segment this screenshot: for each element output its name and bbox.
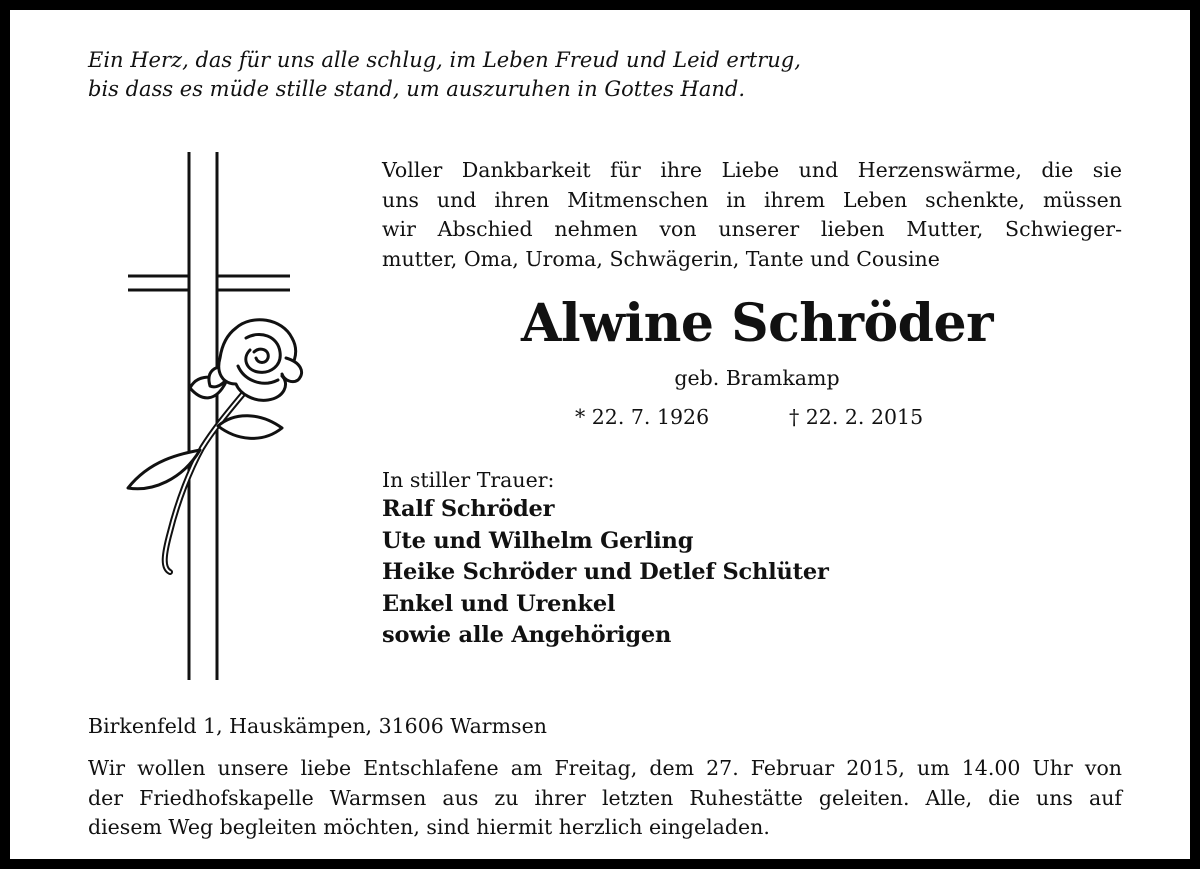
intro-line: uns und ihren Mitmenschen in ihrem Leben schenkte, müssen [382,187,1122,212]
notice-line: der Friedhofskapelle Warmsen aus zu ihrer letzten Ruhestätte geleiten. Alle, die uns auf [88,785,1122,810]
cross-icon [128,152,290,680]
motto-verse [88,46,801,104]
intro-line: wir Abschied nehmen von unserer lieben Mutter, Schwieger- [382,217,1122,241]
life-dates [575,403,923,431]
maiden-name: geb. Bramkamp [674,366,840,390]
intro-text [382,156,1122,274]
intro-line: Voller Dankbarkeit für ihre Liebe und Herzenswärme, die sie [382,158,1122,182]
mourner-name: Ralf Schröder [382,496,555,522]
intro-line: mutter, Oma, Uroma, Schwägerin, Tante und Cousine [382,246,940,271]
motto-line-2: bis dass es müde stille stand, um auszuruhen in Gottes Hand. [88,77,745,101]
mourning-heading: In stiller Trauer: [382,468,555,492]
cross-with-rose-illustration [110,140,330,685]
rose-icon [128,320,302,572]
motto-line-1: Ein Herz, das für uns alle schlug, im Leben Freud und Leid ertrug, [88,48,801,72]
deceased-name: Alwine Schröder [520,293,994,354]
birth-date: * 22. 7. 1926 [575,405,710,429]
funeral-notice [88,754,1122,843]
mourner-name: Ute und Wilhelm Gerling [382,527,694,554]
mourner-name: Heike Schröder und Detlef Schlüter [382,559,829,585]
death-date: † 22. 2. 2015 [789,405,924,429]
notice-line: Wir wollen unsere liebe Entschlafene am Freitag, dem 27. Februar 2015, um 14.00 Uhr von [88,756,1122,780]
mourners-list [382,494,829,652]
mourner-name: Enkel und Urenkel [382,590,616,617]
notice-line: diesem Weg begleiten möchten, sind hiermit herzlich eingeladen. [88,815,770,839]
mourner-name: sowie alle Angehörigen [382,622,672,648]
family-address: Birkenfeld 1, Hauskämpen, 31606 Warmsen [88,714,547,738]
